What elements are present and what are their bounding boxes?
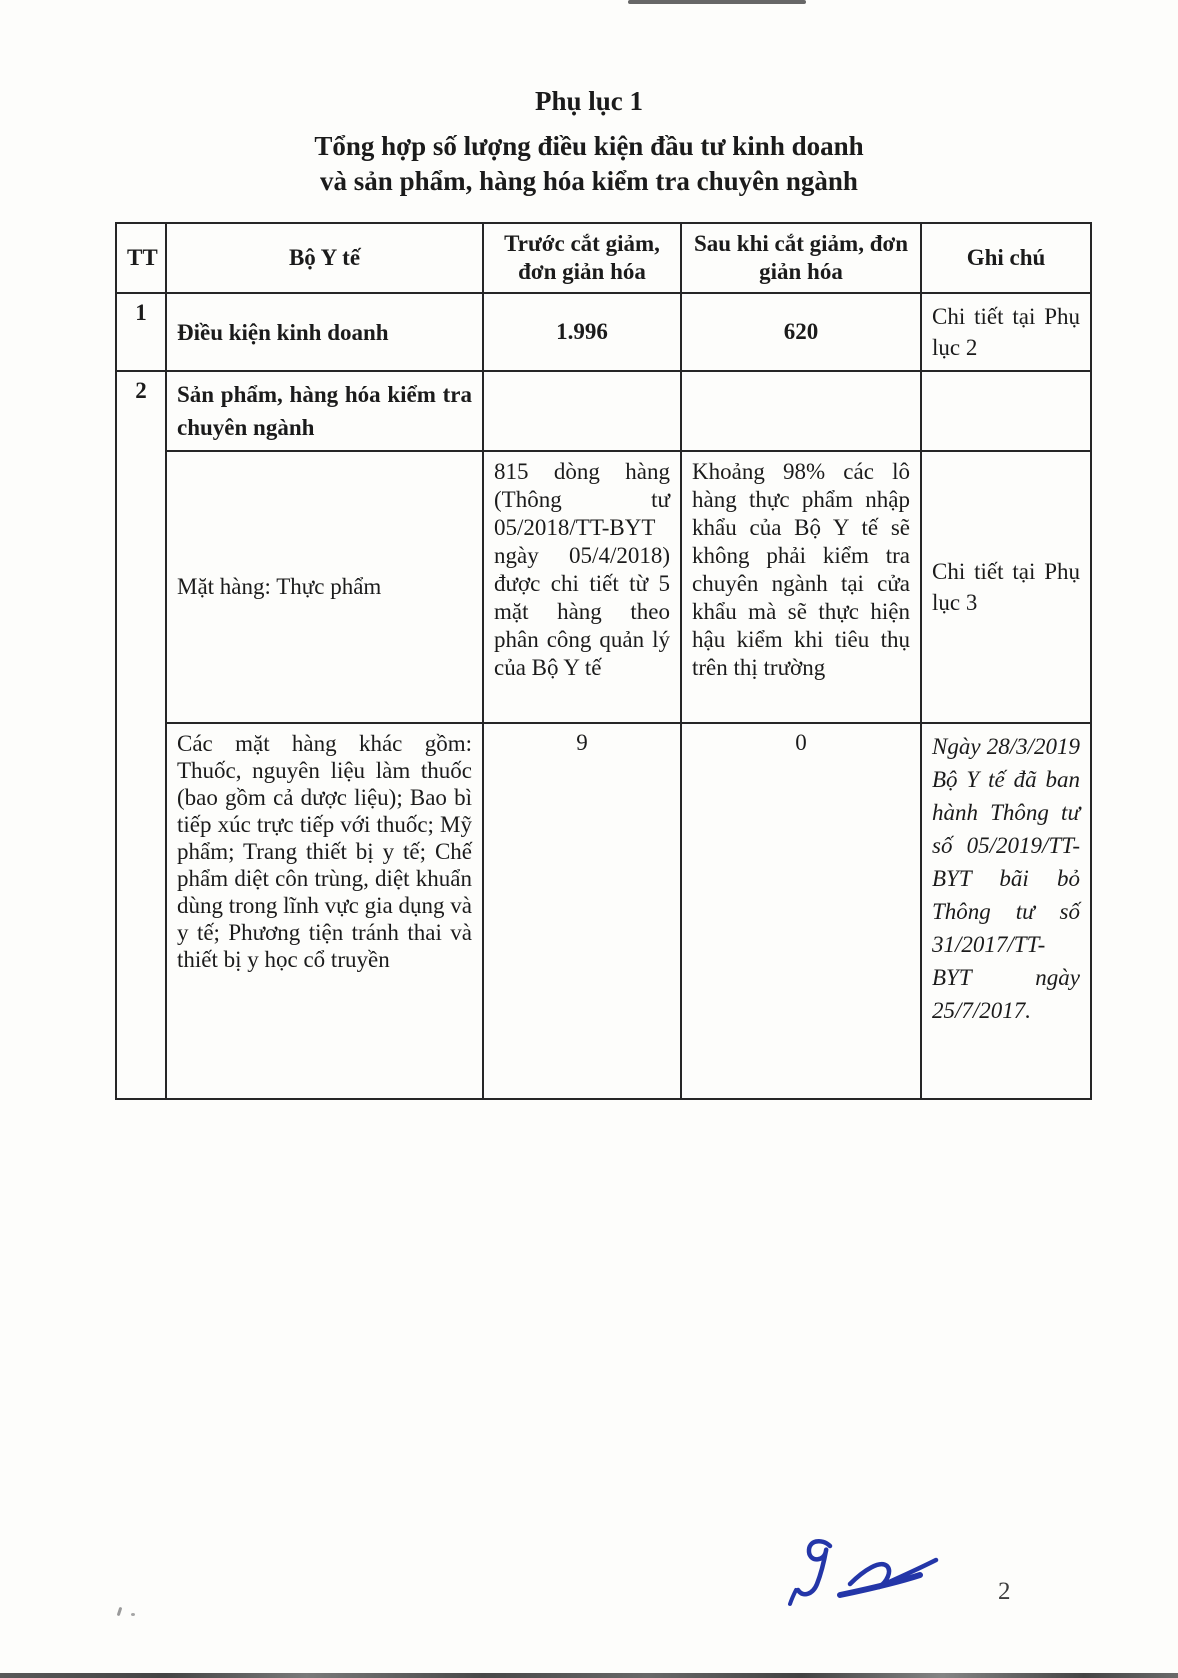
header-cell-notes: Ghi chú: [921, 223, 1091, 293]
row2-after-empty: [681, 371, 921, 451]
row1-name: Điều kiện kinh doanh: [166, 293, 483, 371]
row2-name: Sản phẩm, hàng hóa kiểm tra chuyên ngành: [166, 371, 483, 451]
row1-note: Chi tiết tại Phụ lục 2: [921, 293, 1091, 371]
row2-note-empty: [921, 371, 1091, 451]
page-number: 2: [998, 1578, 1011, 1605]
signature: [768, 1532, 958, 1622]
appendix-title-line3: và sản phẩm, hàng hóa kiểm tra chuyên ngành: [320, 166, 858, 196]
scan-artifact-bottom-edge: [0, 1673, 1178, 1678]
row1-after-value: 620: [681, 293, 921, 371]
table-row-food-items: [116, 451, 1091, 723]
other-row-after-value: 0: [681, 723, 921, 1099]
signature-scribble-icon: [768, 1532, 958, 1622]
table-row-business-conditions: [116, 293, 1091, 371]
scan-artifact-left-dot: [131, 1613, 135, 1616]
other-row-name: Các mặt hàng khác gồm: Thuốc, nguyên liệu làm thuốc (bao gồm cả dược liệu); Bao bì tiếp xúc trực tiếp với thuốc; Mỹ phẩm; Trang thiết bị y tế; Chế phẩm diệt côn trùng, diệt khuẩn dùng trong lĩnh vực gia dụng và y tế; Phương tiện tránh thai và thiết bị y học cổ truyền: [166, 723, 483, 1099]
appendix-title-line2: Tổng hợp số lượng điều kiện đầu tư kinh doanh: [314, 131, 864, 161]
table-row-other-items: [116, 723, 1091, 1099]
other-row-note: Ngày 28/3/2019 Bộ Y tế đã ban hành Thông tư số 05/2019/TT-BYT bãi bỏ Thông tư số 31/2017/TT-BYT ngày 25/7/2017.: [921, 723, 1091, 1099]
header-cell-agency: Bộ Y tế: [166, 223, 483, 293]
table-header-row: [116, 223, 1091, 293]
table-row-specialized-goods: [116, 371, 1091, 451]
scan-artifact-top: [628, 0, 806, 4]
row2-before-empty: [483, 371, 681, 451]
summary-table: [115, 222, 1092, 1100]
header-cell-tt: TT: [116, 223, 166, 293]
food-row-before-text: 815 dòng hàng (Thông tư 05/2018/TT-BYT ngày 05/4/2018) được chi tiết từ 5 mặt hàng theo phân công quản lý của Bộ Y tế: [483, 451, 681, 723]
food-row-after-text: Khoảng 98% các lô hàng thực phẩm nhập khẩu của Bộ Y tế sẽ không phải kiểm tra chuyên ngành tại cửa khẩu mà sẽ thực hiện hậu kiểm khi tiêu thụ trên thị trường: [681, 451, 921, 723]
appendix-title-block: [0, 84, 1178, 199]
header-cell-after: Sau khi cắt giảm, đơn giản hóa: [681, 223, 921, 293]
other-row-before-value: 9: [483, 723, 681, 1099]
food-row-name: Mặt hàng: Thực phẩm: [166, 451, 483, 723]
row1-before-value: 1.996: [483, 293, 681, 371]
appendix-number: Phụ lục 1: [534, 86, 644, 116]
scan-artifact-left-tick: [117, 1607, 123, 1616]
food-row-note: Chi tiết tại Phụ lục 3: [921, 451, 1091, 723]
row2-index: 2: [116, 371, 166, 1099]
row1-index: 1: [116, 293, 166, 371]
header-cell-before: Trước cắt giảm, đơn giản hóa: [483, 223, 681, 293]
